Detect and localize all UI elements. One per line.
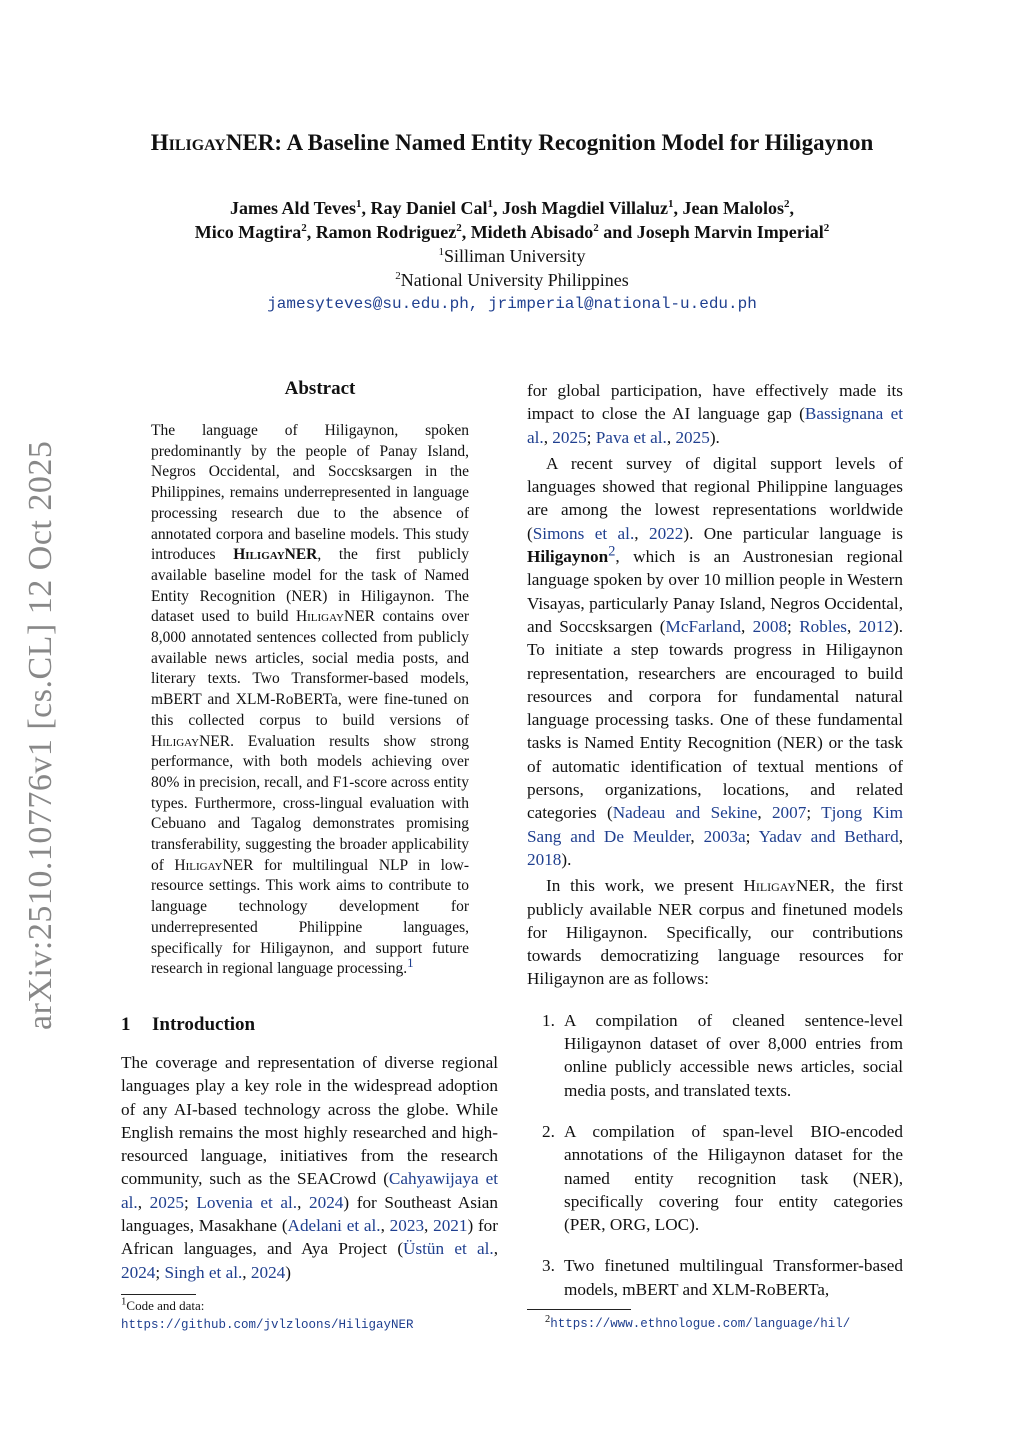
brand-smallcaps: Hiligay [743, 876, 797, 896]
citation-link[interactable]: Singh et al. [164, 1262, 243, 1282]
citation-year[interactable]: 2024 [121, 1262, 156, 1282]
list-item [527, 1120, 903, 1236]
body-text: ). [709, 427, 720, 447]
author-name: Mideth Abisado [470, 222, 594, 242]
author-name: Ramon Rodriguez [315, 222, 457, 242]
section-title: Introduction [152, 1014, 256, 1035]
brand-rest: NER [284, 546, 318, 564]
citation-link[interactable]: Tjong Kim Sang and De Meulder [527, 803, 903, 846]
abstract-text: contains over 8,000 annotated sentences collected from publicly available news articles, social media posts, and literary texts. Two Transformer-based models, mBERT and XLM-RoBERTa, were fine-tuned on this collected corpus to build versions of [151, 608, 469, 729]
section-number: 1 [121, 1014, 131, 1035]
author-separator: , [673, 198, 683, 218]
list-number: 3. [542, 1256, 555, 1276]
author-emails[interactable]: jamesyteves@su.edu.ph, jrimperial@national-u.edu.ph [267, 295, 757, 313]
author-line-1 [80, 196, 944, 220]
affiliation-mark: 2 [395, 270, 401, 282]
intro-text: The coverage and representation of diverse regional languages play a key role in the widespread adoption of any AI-based technology across the globe. While English remains the most highly researched and high-resourced language, initiatives from the research community, such as the SEACrowd ( [121, 1053, 498, 1189]
intro-text: ) [285, 1262, 291, 1282]
citation-link[interactable]: Simons et al. [532, 523, 635, 543]
paper-title [60, 130, 964, 156]
abstract-text: . Evaluation results show strong performance, with both models achieving over 80% in precision, recall, and F1-score across entity types. Furthermore, cross-lingual evaluation with Cebuano and Tagalog demonstrates promising transferability, suggesting the broader applicability of [151, 732, 469, 874]
author-affiliation-mark: 2 [456, 222, 462, 234]
citation-link[interactable]: Adelani et al. [287, 1216, 381, 1236]
footnote-rule [121, 1294, 196, 1295]
citation-link[interactable]: McFarland [665, 616, 741, 636]
citation-link[interactable]: Robles [799, 616, 847, 636]
author-separator: , [461, 222, 471, 242]
arxiv-stamp: arXiv:2510.10776v1 [cs.CL] 12 Oct 2025 [22, 440, 59, 1030]
citation-year[interactable]: 2012 [858, 616, 893, 636]
list-text: A compilation of span-level BIO-encoded annotations of the Hiligaynon dataset for the named entity recognition task (NER), specifically covering four entity categories (PER, ORG, LOC). [564, 1121, 903, 1235]
intro-text: ) for Southeast Asian languages, Masakhane ( [121, 1192, 498, 1236]
brand-rest: NER [199, 732, 231, 750]
footnote-url[interactable]: https://github.com/jvlzloons/HiligayNER [121, 1318, 414, 1332]
citation-year[interactable]: 2024 [309, 1192, 344, 1212]
paragraph-contributions-intro [527, 874, 903, 990]
citation-link[interactable]: Cahyawijaya et al. [121, 1169, 498, 1212]
affiliation-name: National University Philippines [400, 270, 629, 290]
author-affiliation-mark: 1 [487, 198, 493, 210]
list-number: 1. [542, 1010, 555, 1030]
list-text: Two finetuned multilingual Transformer-based models, mBERT and XLM-RoBERTa, [564, 1256, 903, 1299]
citation-year[interactable]: 2008 [752, 616, 788, 636]
citation-link[interactable]: Lovenia et al. [196, 1192, 298, 1212]
citation-year[interactable]: 2021 [433, 1216, 468, 1236]
citation-year[interactable]: 2022 [648, 523, 684, 543]
citation-year[interactable]: 2024 [250, 1262, 286, 1282]
affiliation-name: Silliman University [444, 246, 586, 266]
body-text: for global participation, have effectively made its impact to close the AI language gap ( [527, 381, 903, 424]
footnote-url[interactable]: https://www.ethnologue.com/language/hil/ [550, 1317, 851, 1331]
list-number: 2. [542, 1121, 555, 1141]
abstract-text: for multilingual NLP in low-resource settings. This work aims to contribute to language technology development for underrepresented Philippine languages, specifically for Hiligaynon, and support future research in regional language processing. [151, 856, 469, 978]
right-column [527, 379, 903, 1319]
citation-link[interactable]: Pava et al. [595, 427, 667, 447]
citation-year[interactable]: 2025 [675, 427, 710, 447]
author-line-2 [80, 220, 944, 244]
author-name: Mico Magtira [194, 222, 302, 242]
author-affiliation-mark: 2 [823, 222, 830, 234]
author-name: Joseph Marvin Imperial [636, 222, 824, 242]
author-affiliation-mark: 2 [593, 222, 599, 234]
affiliation-mark: 1 [438, 246, 444, 258]
brand-rest: NER [222, 856, 254, 874]
author-name: James Ald Teves [229, 198, 356, 218]
footnote-1 [121, 1297, 498, 1334]
paragraph-continuation: for global participation, have effectively made its impact to close the AI language gap (Bassignana et al., 2025; Pava et al., 2025). [527, 381, 903, 447]
contributions-list [527, 1009, 903, 1301]
section-heading-introduction [121, 1014, 421, 1036]
body-text: , which is an Austronesian regional language spoken by over 10 million people in Western Visayas, particularly Panay Island, Negros Occidental, and Soccsksargen ( [527, 547, 903, 636]
list-item [527, 1009, 903, 1102]
author-affiliation-mark: 1 [356, 198, 362, 210]
brand-rest: NER [796, 876, 831, 896]
affiliation-1 [80, 244, 944, 268]
body-text: In this work, we present [546, 876, 744, 896]
footnote-mark[interactable]: 1 [407, 955, 414, 971]
citation-link[interactable]: Yadav and Bethard [758, 826, 899, 846]
author-separator: , [306, 222, 316, 242]
author-block [80, 196, 944, 316]
title-brand-smallcaps: Hiligay [150, 130, 226, 155]
author-affiliation-mark: 2 [301, 222, 307, 234]
footnote-label: Code and data: [126, 1298, 205, 1313]
author-name: Josh Magdiel Villaluz [502, 198, 669, 218]
abstract-body [151, 421, 469, 980]
author-separator: , [361, 198, 371, 218]
author-affiliation-mark: 2 [784, 198, 790, 210]
citation-year[interactable]: 2025 [552, 427, 587, 447]
list-item [527, 1254, 903, 1301]
brand-rest: NER [344, 608, 375, 626]
citation-year[interactable]: 2023 [389, 1216, 425, 1236]
author-affiliation-mark: 1 [668, 198, 674, 210]
list-text: A compilation of cleaned sentence-level Hiligaynon dataset of over 8,000 entries from online publicly accessible news articles, social media posts, and translated texts. [564, 1010, 903, 1100]
citation-year[interactable]: 2003a [703, 826, 746, 846]
brand-smallcaps: Hiligay [295, 608, 344, 626]
citation-link[interactable]: Bassignana et al. [527, 404, 903, 447]
brand-smallcaps: Hiligay [233, 546, 285, 564]
abstract-text: The language of Hiligaynon, spoken predominantly by the people of Panay Island, Negros Occidental, and Soccsksargen in the Philippines, remains underrepresented in language processing research due to the absence of annotated corpora and baseline models. This study introduces [151, 422, 469, 564]
citation-link[interactable]: Nadeau and Sekine [612, 803, 758, 823]
intro-paragraph: The coverage and representation of diverse regional languages play a key role in the widespread adoption of any AI-based technology across the globe. While English remains the most highly researched and high-resourced language, initiatives from the research community, such as the SEACrowd (Cahyawijaya et al., 2025; Lovenia et al., 2024) for Southeast Asian languages, Masakhane (Adelani et al., 2023, 2021) for African languages, and Aya Project (Üstün et al., 2024; Singh et al., 2024) [121, 1053, 498, 1282]
body-text: A recent survey of digital support levels of languages showed that regional Philippine languages are among the lowest representations worldwide ( [527, 453, 903, 543]
abstract-text: , the first publicly available baseline model for the task of Named Entity Recognition (NER) in Hiligaynon. The dataset used to build [151, 546, 469, 626]
author-name: Jean Malolos [682, 198, 785, 218]
title-brand-rest: NER [225, 130, 275, 155]
footnote-2 [545, 1314, 945, 1333]
brand-smallcaps: Hiligay [174, 856, 223, 874]
author-separator: , [789, 198, 795, 218]
footnote-rule [527, 1309, 631, 1310]
bold-term: Hiligaynon [527, 547, 609, 567]
citation-year[interactable]: 2007 [771, 803, 807, 823]
author-separator: , [493, 198, 502, 218]
footnote-number: 1 [121, 1295, 127, 1308]
abstract-heading: Abstract [284, 378, 356, 399]
author-separator: and [598, 222, 637, 242]
body-text: ). [561, 849, 572, 869]
body-text: ). To initiate a step towards progress in Hiligaynon representation, researchers are encouraged to build resources and corpora for fundamental natural language processing tasks. One of these fundamental tasks is Named Entity Recognition (NER) or the task of automatic identification of textual mentions of persons, organizations, locations, and related categories ( [527, 616, 904, 823]
body-text: , the first publicly available NER corpus and finetuned models for Hiligaynon. Specifically, our contributions towards democratizing language resources for Hiligaynon are as follows: [527, 876, 903, 989]
footnote-mark[interactable]: 2 [608, 543, 616, 560]
paragraph-survey: A recent survey of digital support levels of languages showed that regional Philippine languages are among the lowest representations worldwide (Simons et al., 2022). One particular language is Hiligaynon$^2$, which is an Austronesian regional language spoken by over 10 million people in Western Visayas, particularly Panay Island, Negros Occidental, and Soccsksargen (McFarland, 2008; Robles, 2012). To initiate a step towards progress in Hiligaynon representation, researchers are encouraged to build resources and corpora for fundamental natural language processing tasks. One of these fundamental tasks is Named Entity Recognition (NER) or the task of automatic identification of textual mentions of persons, organizations, locations, and related categories (Nadeau and Sekine, 2007; Tjong Kim Sang and De Meulder, 2003a; Yadav and Bethard, 2018). [527, 453, 904, 869]
intro-text: ) for African languages, and Aya Project ( [121, 1216, 498, 1259]
citation-year[interactable]: 2025 [149, 1192, 184, 1212]
affiliation-2 [80, 268, 944, 292]
footnote-number: 2 [545, 1313, 551, 1325]
author-name: Ray Daniel Cal [370, 198, 488, 218]
brand-smallcaps: Hiligay [151, 732, 200, 750]
citation-link[interactable]: Üstün et al. [403, 1239, 494, 1259]
citation-year[interactable]: 2018 [527, 849, 562, 869]
title-rest: : A Baseline Named Entity Recognition Model for Hiligaynon [274, 130, 874, 155]
body-text: ). One particular language is [683, 523, 903, 543]
